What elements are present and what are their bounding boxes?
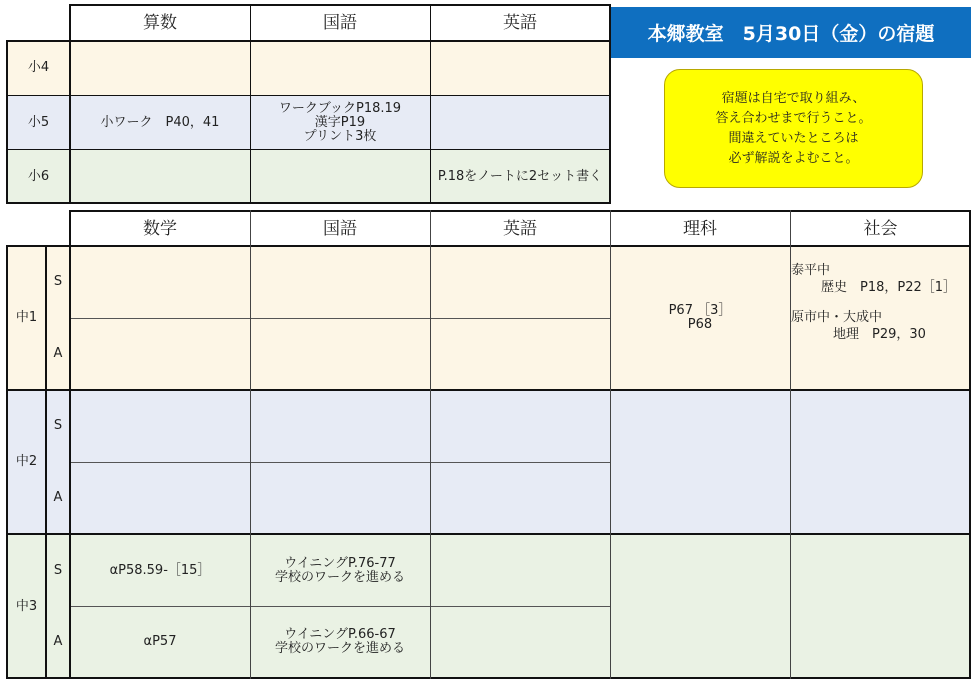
grid-line xyxy=(70,4,611,6)
grid-line xyxy=(7,202,611,204)
grade5-japanese-cell: ワークブックP18.19 漢字P19 プリント3枚 xyxy=(250,95,430,150)
grade1-a-math-cell xyxy=(70,318,250,389)
header-math: 数学 xyxy=(70,211,250,246)
grade2-s-japanese-cell xyxy=(250,390,430,462)
social-assignment: 地理 P29，30 xyxy=(833,327,926,342)
note-line: 宿題は自宅で取り組み、 xyxy=(721,90,866,106)
grid-line xyxy=(790,210,791,679)
grid-line xyxy=(70,318,610,319)
grade4-english-cell xyxy=(430,41,610,95)
grade2-s-math-cell xyxy=(70,390,250,462)
row-label-grade2: 中2 xyxy=(15,454,38,469)
grid-line xyxy=(69,210,71,679)
note-line: 必ず解説をよむこと。 xyxy=(728,150,859,166)
header-science: 理科 xyxy=(610,211,790,246)
grid-line xyxy=(7,533,971,535)
grid-line xyxy=(430,210,431,679)
header-english: 英語 xyxy=(430,5,610,41)
grid-line xyxy=(7,40,611,42)
row-label-grade4: 小4 xyxy=(7,41,70,95)
grid-line xyxy=(250,4,251,204)
row-label-grade6: 小6 xyxy=(7,150,70,203)
grade3-s-english-cell xyxy=(430,535,610,606)
homework-note xyxy=(664,69,923,188)
grid-line xyxy=(6,245,8,679)
header-japanese: 国語 xyxy=(250,5,430,41)
social-assignment: 歴史 P18，P22［1］ xyxy=(821,280,957,295)
grade2-a-japanese-cell xyxy=(250,462,430,534)
grade5-english-cell xyxy=(430,95,610,150)
grade4-math-cell xyxy=(70,41,250,95)
spacer xyxy=(791,296,971,309)
grade3-a-japanese-cell: ウイニングP.66-67 学校のワークを進める xyxy=(274,627,405,656)
grade1-s-math-cell xyxy=(70,246,250,318)
grade1-science-cell: P67 ［3］ P68 xyxy=(668,302,732,332)
row-label-grade3: 中3 xyxy=(15,598,38,614)
grade3-s-math-cell: αP58.59-［15］ xyxy=(109,562,211,578)
grid-line xyxy=(70,606,610,607)
social-school-label: 原市中・大成中 xyxy=(791,310,883,325)
grid-line xyxy=(6,40,8,204)
grid-line xyxy=(250,210,251,679)
grid-line xyxy=(45,245,47,679)
grade3-s-japanese-cell: ウイニングP.76-77 学校のワークを進める xyxy=(274,555,405,585)
grid-line xyxy=(430,4,431,204)
grade2-science-cell xyxy=(610,390,790,534)
row-label-grade5: 小5 xyxy=(7,95,70,150)
class-label-a: A xyxy=(53,345,63,361)
social-school-label: 泰平中 xyxy=(791,263,831,278)
grade5-math-cell: 小ワーク P40，41 xyxy=(70,95,250,150)
grid-line xyxy=(69,4,71,204)
grid-line xyxy=(969,210,971,679)
class-label-a: A xyxy=(53,490,63,505)
grade6-math-cell xyxy=(70,150,250,203)
grade3-a-math-cell: αP57 xyxy=(143,634,177,649)
grade1-a-japanese-cell xyxy=(250,318,430,389)
grade2-s-english-cell xyxy=(430,390,610,462)
grid-line xyxy=(7,677,971,679)
header-english: 英語 xyxy=(430,211,610,246)
class-label-s: S xyxy=(53,274,63,289)
grade2-a-math-cell xyxy=(70,462,250,534)
class-label-s: S xyxy=(53,562,63,578)
grade1-social-cell xyxy=(791,262,971,343)
grade1-s-japanese-cell xyxy=(250,246,430,318)
grade1-a-english-cell xyxy=(430,318,610,389)
grade6-japanese-cell xyxy=(250,150,430,203)
grade1-s-english-cell xyxy=(430,246,610,318)
grid-line xyxy=(7,149,611,150)
grade6-english-cell: P.18をノートに2セット書く xyxy=(430,150,610,203)
class-label-a: A xyxy=(53,634,63,649)
grid-line xyxy=(609,4,611,204)
header-math: 算数 xyxy=(70,5,250,41)
grade3-a-english-cell xyxy=(430,606,610,678)
grid-line xyxy=(7,389,971,391)
grid-line xyxy=(610,210,611,679)
page-title: 本郷教室 5月30日（金）の宿題 xyxy=(611,7,971,58)
note-line: 間違えていたところは xyxy=(728,130,859,146)
grade4-japanese-cell xyxy=(250,41,430,95)
class-label-s: S xyxy=(53,418,63,433)
header-japanese: 国語 xyxy=(250,211,430,246)
grid-line xyxy=(70,210,971,212)
grade2-a-english-cell xyxy=(430,462,610,534)
grid-line xyxy=(7,95,611,96)
grid-line xyxy=(7,245,971,247)
header-social: 社会 xyxy=(790,211,971,246)
grade3-science-cell xyxy=(610,535,790,678)
grid-line xyxy=(70,462,610,463)
row-label-grade1: 中1 xyxy=(15,309,38,325)
note-line: 答え合わせまで行うこと。 xyxy=(715,110,872,126)
